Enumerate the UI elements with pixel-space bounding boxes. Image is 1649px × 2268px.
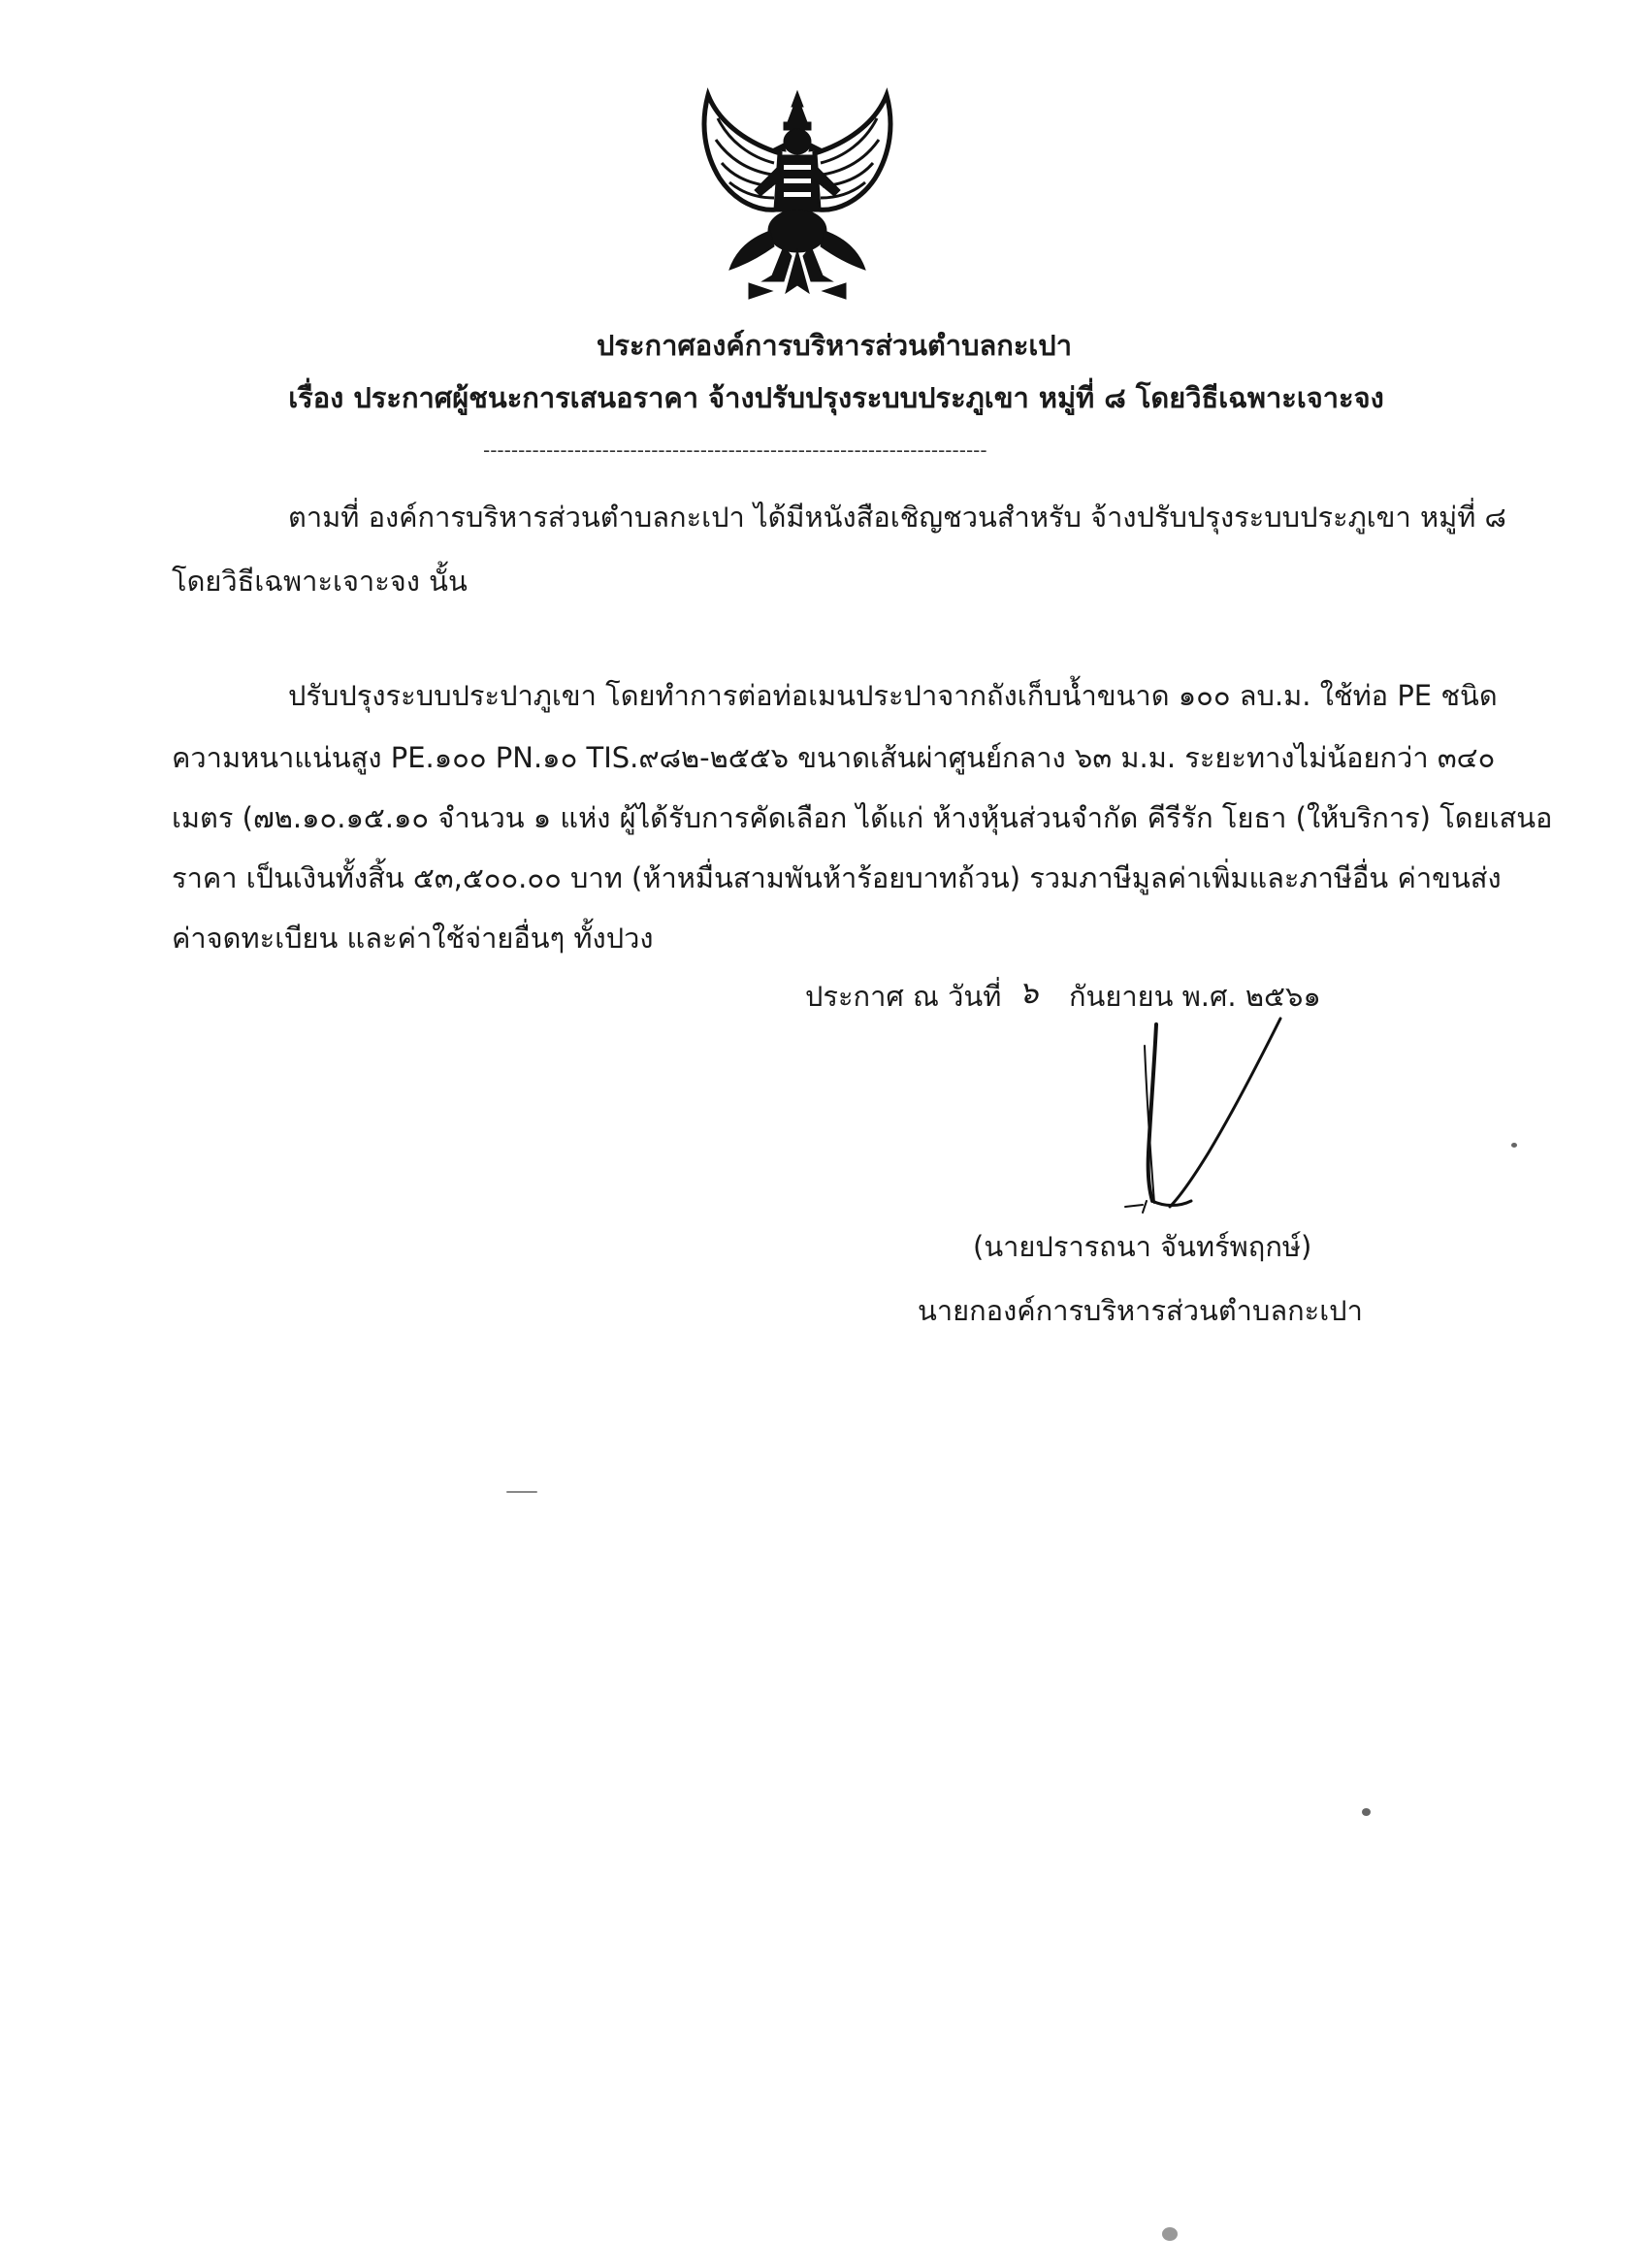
scan-speck — [506, 1491, 537, 1493]
paragraph-2-line-4: ราคา เป็นเงินทั้งสิ้น ๕๓,๕๐๐.๐๐ บาท (ห้าหมื่นสามพันห้าร้อยบาทถ้วน) รวมภาษีมูลค่าเพิ่มและภาษีอื่น ค่าขนส่ง — [172, 861, 1502, 894]
scan-speck — [1511, 1143, 1517, 1148]
paragraph-2-line-1: ปรับปรุงระบบประปาภูเขา โดยทำการต่อท่อเมนประปาจากถังเก็บน้ำขนาด ๑๐๐ ลบ.ม. ใช้ท่อ PE ชนิด — [288, 679, 1498, 712]
signer-name: (นายปรารถนา จันทร์พฤกษ์) — [973, 1230, 1312, 1263]
announcement-date-label: ประกาศ ณ วันที่ — [805, 980, 1002, 1013]
paragraph-1-line-1: ตามที่ องค์การบริหารส่วนตำบลกะเปา ได้มีหนังสือเชิญชวนสำหรับ จ้างปรับปรุงระบบประภูเขา หมู่ที่ ๘ — [288, 501, 1506, 534]
handwritten-signature — [1086, 1007, 1319, 1230]
scan-speck — [1162, 2227, 1178, 2241]
paragraph-2-line-3: เมตร (๗๒.๑๐.๑๕.๑๐ จำนวน ๑ แห่ง ผู้ได้รับการคัดเลือก ได้แก่ ห้างหุ้นส่วนจำกัด คีรีรัก โยธา (ให้บริการ) โดยเสนอ — [172, 801, 1553, 834]
scan-speck — [1362, 1808, 1371, 1816]
header-divider: ------------------------------------------------------------------------ — [483, 438, 987, 462]
paragraph-2-line-5: ค่าจดทะเบียน และค่าใช้จ่ายอื่นๆ ทั้งปวง — [172, 922, 654, 955]
signer-position: นายกองค์การบริหารส่วนตำบลกะเปา — [918, 1294, 1363, 1327]
paragraph-2-line-2: ความหนาแน่นสูง PE.๑๐๐ PN.๑๐ TIS.๙๘๒-๒๕๕๖ ขนาดเส้นผ่าศูนย์กลาง ๖๓ ม.ม. ระยะทางไม่น้อยกว่า ๓๔๐ — [172, 741, 1496, 774]
announcement-title: ประกาศองค์การบริหารส่วนตำบลกะเปา — [596, 329, 1072, 362]
paragraph-1-line-2: โดยวิธีเฉพาะเจาะจง นั้น — [172, 565, 468, 598]
garuda-emblem-icon — [691, 85, 904, 303]
announcement-date-day: ๖ — [1018, 974, 1039, 1011]
announcement-subject: เรื่อง ประกาศผู้ชนะการเสนอราคา จ้างปรับปรุงระบบประภูเขา หมู่ที่ ๘ โดยวิธีเฉพาะเจาะจง — [288, 381, 1384, 414]
announcement-date-month-year: กันยายน พ.ศ. ๒๕๖๑ — [1069, 980, 1321, 1013]
